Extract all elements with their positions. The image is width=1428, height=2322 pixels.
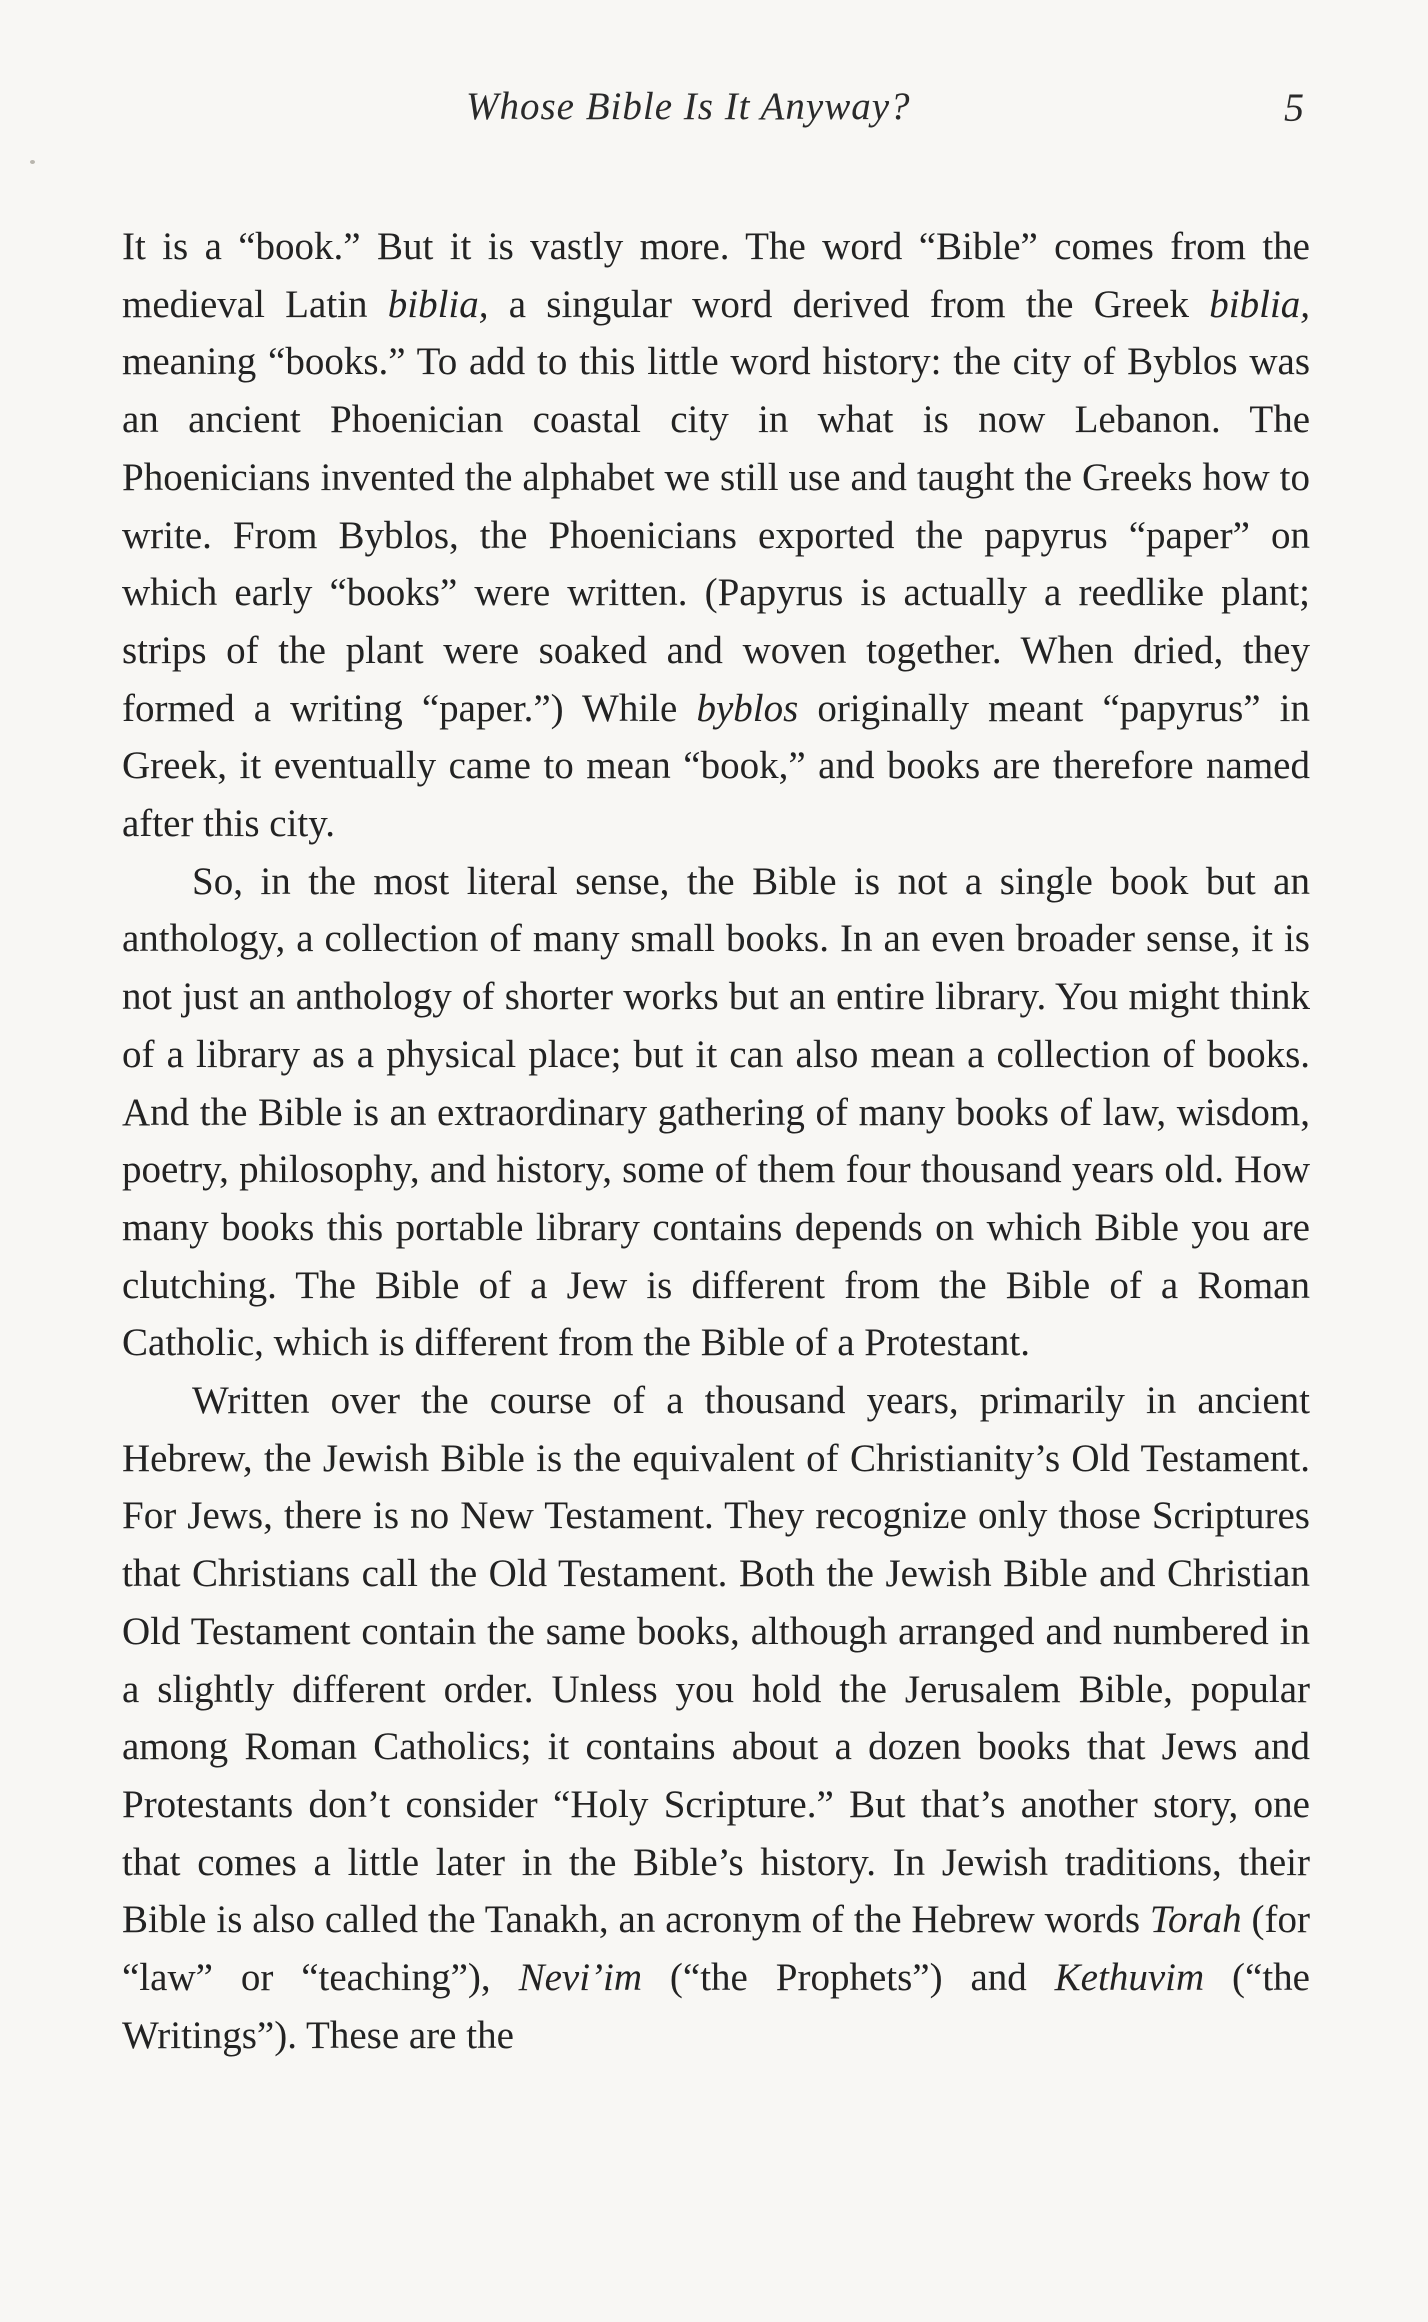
- paragraph-2: [122, 853, 1310, 1372]
- text-run: (for “law” or “teaching”),: [122, 1898, 1310, 2000]
- italic-term: biblia,: [1209, 282, 1310, 326]
- italic-term: biblia,: [387, 282, 489, 326]
- text-run: meaning “books.” To add to this little word history: the city of Byblos was an ancient Phoenician coastal city in what is now Lebanon. The Phoenicians invented the alphabet we still use and taught the Greeks how to write. From Byblos, the Phoenicians exported the papyrus “paper” on which early “books” were written. (Papyrus is actually a reedlike plant; strips of the plant were soaked and woven together. When dried, they formed a writing “paper.”) While: [122, 340, 1310, 730]
- italic-term: Torah: [1149, 1898, 1242, 1942]
- text-run: So, in the most literal sense, the Bible is not a single book but an anthology, a collection of many small books. In an even broader sense, it is not just an anthology of shorter works but an entire library. You might think of a library as a physical place; but it can also mean a collection of books. And the Bible is an extraordinary gathering of many books of law, wisdom, poetry, philosophy, and history, some of them four thousand years old. How many books this portable library contains depends on which Bible you are clutching. The Bible of a Jew is different from the Bible of a Roman Catholic, which is different from the Bible of a Protestant.: [122, 859, 1310, 1365]
- italic-term: Nevi’im: [518, 1956, 643, 2000]
- text-run: It is a “book.” But it is vastly more. The word “Bible” comes from the medieval Latin: [122, 225, 1310, 326]
- paragraph-1: [122, 218, 1310, 853]
- scan-speck: [30, 160, 35, 164]
- text-run: originally meant “papyrus” in Greek, it eventually came to mean “book,” and books are therefore named after this city.: [122, 686, 1310, 846]
- text-run: Written over the course of a thousand years, primarily in ancient Hebrew, the Jewish Bible is the equivalent of Christianity’s Old Testament. For Jews, there is no New Testament. They recognize only those Scriptures that Christians call the Old Testament. Both the Jewish Bible and Christian Old Testament contain the same books, although arranged and numbered in a slightly different order. Unless you hold the Jerusalem Bible, popular among Roman Catholics; it contains about a dozen books that Jews and Protestants don’t consider “Holy Scripture.” But that’s another story, one that comes a little later in the Bible’s history. In Jewish traditions, their Bible is also called the Tanakh, an acronym of the Hebrew words: [122, 1379, 1310, 1942]
- page-number: 5: [1284, 85, 1304, 130]
- running-head: Whose Bible Is It Anyway?: [466, 85, 911, 128]
- italic-term: Kethuvim: [1054, 1956, 1205, 2000]
- italic-term: byblos: [696, 686, 799, 730]
- text-run: a singular word derived from the Greek: [488, 282, 1210, 326]
- body-text: [122, 218, 1310, 2065]
- paragraph-3: [122, 1372, 1310, 2064]
- text-run: (“the Prophets”) and: [642, 1956, 1055, 2000]
- text-run: (“the Writings”). These are the: [122, 1956, 1310, 2057]
